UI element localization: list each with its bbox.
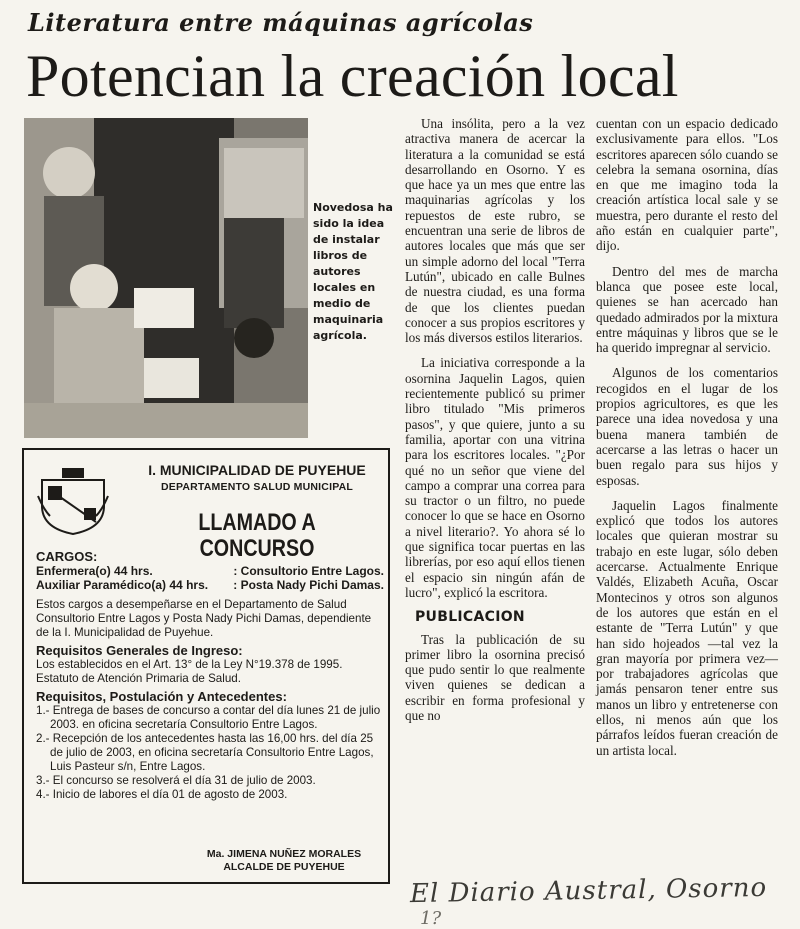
requirements-list bbox=[36, 704, 384, 802]
cargo-row bbox=[36, 578, 384, 592]
cargo-role: Auxiliar Paramédico(a) 44 hrs. bbox=[36, 578, 209, 592]
paragraph: Jaquelin Lagos finalmente explicó que todos los autores locales que quieran mostrar su trabajo en este lugar, sólo deben acercarse. Actualmente Enrique Valdés, Elizabeth Acuña, Oscar Montecinos y otros son algunos de los autores que están en el estante de "Terra Lutún" y que han sido hojeados —tal vez la gran mayoría por primera vez— por trabajadores agrícolas que jamás pensaron tener entre sus manos un libro y entretenerse con ellos, ni menos aún que los párrafos leídos fueran creación de un artista local. bbox=[596, 497, 778, 758]
cargo-place: : Posta Nady Pichi Damas. bbox=[233, 578, 384, 592]
ad-body bbox=[36, 546, 384, 802]
list-item: 3.- El concurso se resolverá el día 31 de julio de 2003. bbox=[36, 774, 316, 787]
handwritten-note-2: 1? bbox=[420, 908, 442, 929]
req-post-label: Requisitos, Postulación y Antecedentes: bbox=[36, 689, 287, 704]
signer-name: Ma. JIMENA NUÑEZ MORALES bbox=[206, 848, 362, 860]
paragraph: cuentan con un espacio dedicado exclusivamente para ellos. "Los escritores aparecen sólo cuando se celebra la semana osornina, días en que me imagino toda la creación artística local sale y se muestra, pero durante el resto del año están en cualquier parte", dijo. bbox=[596, 116, 778, 254]
ad-intro: Estos cargos a desempeñarse en el Departamento de Salud Consultorio Entre Lagos y Posta Nady Pichi Damas, dependiente de la I. Municipalidad de Puyehue. bbox=[36, 598, 372, 639]
classified-ad bbox=[22, 448, 390, 884]
handwritten-source-note: El Diario Austral, Osorno bbox=[409, 872, 768, 910]
section-subhead: PUBLICACION bbox=[415, 609, 525, 626]
ad-municipality: I. MUNICIPALIDAD DE PUYEHUE bbox=[148, 462, 366, 478]
municipal-crest-icon bbox=[36, 466, 110, 536]
cargo-role: Enfermera(o) 44 hrs. bbox=[36, 564, 153, 578]
signer-title: ALCALDE DE PUYEHUE bbox=[223, 861, 345, 873]
cargo-row bbox=[36, 564, 384, 578]
list-item: 1.- Entrega de bases de concurso a contar del día lunes 21 de julio 2003. en oficina secretaría Consultorio Entre Lagos. bbox=[36, 704, 381, 731]
paragraph: La iniciativa corresponde a la osornina Jaquelin Lagos, quien recientemente publicó su primer libro titulado "Mis primeros pasos", y que quiere, junto a su familia, aportar con una vitrina para los escritores locales. "¿Por qué no un señor que viene del campo a comprar una correa para su tractor o un filtro, no puede conocer lo que se hace en Osorno a nivel literario?. Yo ahora sé lo que significa tocar puertas en las librerías, por eso aquí ellos tienen el espacio sin ningún afán de lucro", explicó la escritora. bbox=[405, 355, 585, 600]
paragraph: Tras la publicación de su primer libro la osornina precisó que pudo sentir lo que realmente viven quienes se dedican a escribir en forma profesional y que no bbox=[405, 631, 585, 723]
ad-signature bbox=[184, 848, 384, 874]
paragraph: Algunos de los comentarios recogidos en el lugar de los propios agricultores, es que les parece una idea novedosa y una buena manera también de acercarse a las letras o hacer un buen regalo para sus hijos y esposas. bbox=[596, 365, 778, 488]
req-general-label: Requisitos Generales de Ingreso: bbox=[36, 643, 243, 658]
kicker: Literatura entre máquinas agrícolas bbox=[28, 8, 534, 37]
cargos-label: CARGOS: bbox=[36, 549, 98, 564]
ad-department: DEPARTAMENTO SALUD MUNICIPAL bbox=[160, 481, 354, 493]
ad-title: LLAMADO A CONCURSO bbox=[198, 509, 316, 562]
article-photo bbox=[24, 118, 308, 438]
photo-caption: Novedosa ha sido la idea de instalar libros de autores locales en medio de maquinaria agrícola. bbox=[313, 201, 393, 342]
paragraph: Una insólita, pero a la vez atractiva manera de acercar la literatura a la comunidad se está desarrollando en Osorno. Y es que hace ya un mes que entre las maquinarias agrícolas y los repuestos de este rubro, se encuentran una serie de libros de autores locales que más que ser un simple adorno del local "Terra Lutún", ubicado en calle Bulnes de nuestra ciudad, es una forma de que los clientes puedan conocer a sus propios escritores y los más diversos estilos literarios. bbox=[405, 116, 585, 346]
cargo-place: : Consultorio Entre Lagos. bbox=[233, 564, 384, 578]
paragraph: Dentro del mes de marcha blanca que posee este local, quienes se han acercado han quedado admirados por la mixtura entre máquinas y libros que se le ha querido impregnar al servicio. bbox=[596, 263, 778, 356]
headline: Potencian la creación local bbox=[26, 43, 679, 109]
list-item: 2.- Recepción de los antecedentes hasta las 16,00 hrs. del día 25 de julio de 2003, en oficina secretaría Consultorio Entre Lagos, Luis Pasteur s/n, Entre Lagos. bbox=[36, 732, 374, 773]
req-general-text: Los establecidos en el Art. 13° de la Ley N°19.378 de 1995. Estatuto de Atención Primaria de Salud. bbox=[36, 658, 343, 685]
list-item: 4.- Inicio de labores el día 01 de agosto de 2003. bbox=[36, 788, 288, 801]
article-column-1 bbox=[405, 116, 585, 733]
article-column-2 bbox=[596, 116, 778, 768]
photo-illustration bbox=[24, 118, 308, 438]
